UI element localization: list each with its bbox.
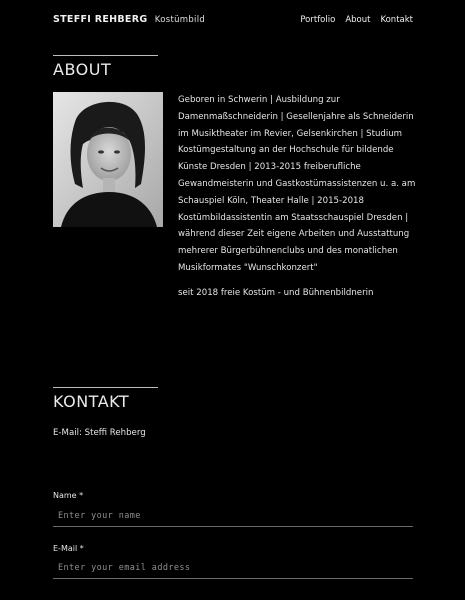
about-divider: [53, 55, 158, 56]
nav-item-portfolio[interactable]: Portfolio: [300, 15, 336, 25]
portrait-photo: [53, 92, 163, 227]
nav-item-about[interactable]: About: [345, 15, 371, 25]
portrait-image: [53, 92, 163, 227]
nav-item-kontakt[interactable]: Kontakt: [380, 15, 413, 25]
brand[interactable]: [53, 14, 205, 25]
site-header: [53, 14, 413, 30]
contact-title: KONTAKT: [53, 392, 130, 411]
name-label: Name *: [53, 491, 84, 500]
name-input[interactable]: [53, 505, 413, 527]
about-title: ABOUT: [53, 60, 112, 79]
contact-email-line[interactable]: E-Mail: Steffi Rehberg: [53, 428, 146, 438]
about-text: [178, 92, 420, 302]
email-label: E-Mail *: [53, 544, 84, 553]
brand-name[interactable]: STEFFI REHBERG: [53, 14, 148, 25]
about-paragraph-current: seit 2018 freie Kostüm - und Bühnenbildnerin: [178, 287, 374, 298]
main-nav: [300, 15, 413, 25]
contact-divider: [53, 387, 158, 388]
about-paragraph-bio: Geboren in Schwerin | Ausbildung zur Damenmaßschneiderin | Gesellenjahre als Schneiderin im Musiktheater im Revier, Gelsenkirchen | Studium Kostümgestaltung an der Hochschule für bildende Künste Dresden | 2013-2015 freiberufliche Gewandmeisterin und Gastkostümassistenzen u. a. am Schauspiel Köln, Theater Halle | 2015-2018 Kostümbildassistentin am Staatsschauspiel Dresden | während dieser Zeit eigene Arbeiten und Ausstattung mehrerer Bürgerbühnenclubs und des monatlichen Musikformates "Wunschkonzert": [178, 95, 416, 273]
brand-subtitle: Kostümbild: [154, 15, 206, 25]
email-input[interactable]: [53, 557, 413, 579]
